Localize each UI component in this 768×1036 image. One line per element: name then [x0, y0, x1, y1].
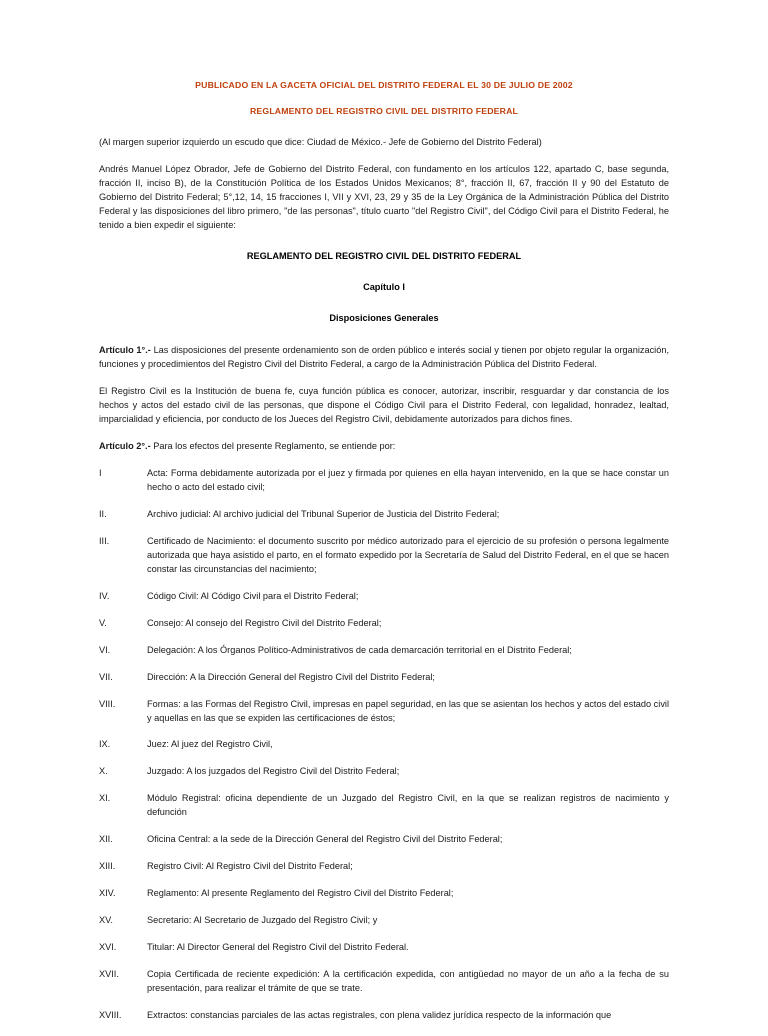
definition-text: Delegación: A los Órganos Político-Administrativos de cada demarcación territorial en el Distrito Federal; — [147, 644, 572, 655]
document-content — [99, 80, 669, 1036]
definition-item — [99, 617, 669, 631]
chapter-heading: Capítulo I — [363, 282, 405, 293]
definition-numeral: IX. — [99, 739, 111, 750]
definition-numeral: XV. — [99, 915, 113, 926]
definition-numeral: VII. — [99, 671, 113, 682]
definitions-list — [99, 467, 669, 1024]
preamble-paragraph: Andrés Manuel López Obrador, Jefe de Gobierno del Distrito Federal, con fundamento en los artículos 122, apartado C, base segunda, fracción II, inciso B), de la Constitución Política de los Estados Unidos Mexicanos; 8°, fracción II, 67, fracción II y 90 del Estatuto de Gobierno del Distrito Federal; 5°,12, 14, 15 fracciones I, VII y XVI, 23, 29 y 35 de la Ley Orgánica de la Administración Pública del Distrito Federal y las disposiciones del libro primero, "de las personas", título cuarto "del Registro Civil", del Código Civil para el Distrito Federal, he tenido a bien expedir el siguiente: — [99, 164, 669, 231]
definition-text: Extractos: constancias parciales de las actas registrales, con plena validez jurídica respecto de la información que — [147, 1010, 612, 1021]
definition-numeral: II. — [99, 508, 107, 519]
articulo-2-paragraph — [99, 440, 669, 454]
definition-text: Certificado de Nacimiento: el documento suscrito por médico autorizado para el ejercicio de su profesión o persona legalmente autorizada que haya asistido el parto, en el formato expedido por la Secretaría de Salud del Distrito Federal, en el que se hacen constar las circunstancias del nacimiento; — [147, 535, 669, 574]
definition-item — [99, 941, 669, 955]
definition-numeral: I — [99, 467, 102, 478]
definition-text: Formas: a las Formas del Registro Civil, impresas en papel seguridad, en las que se asientan los hechos y actos del estado civil y aquellas en las que se expiden las certificaciones de éstos; — [147, 698, 669, 723]
margin-note: (Al margen superior izquierdo un escudo que dice: Ciudad de México.- Jefe de Gobierno del Distrito Federal) — [99, 137, 542, 148]
definition-text: Oficina Central: a la sede de la Dirección General del Registro Civil del Distrito Federal; — [147, 834, 503, 845]
definition-text: Consejo: Al consejo del Registro Civil del Distrito Federal; — [147, 617, 382, 628]
definition-numeral: V. — [99, 617, 107, 628]
definition-numeral: XI. — [99, 793, 111, 804]
definition-item — [99, 508, 669, 522]
articulo-1-paragraph — [99, 344, 669, 372]
definition-item — [99, 914, 669, 928]
definition-item — [99, 738, 669, 752]
definition-text: Registro Civil: Al Registro Civil del Distrito Federal; — [147, 861, 353, 872]
definition-item — [99, 860, 669, 874]
definition-item — [99, 535, 669, 577]
definition-item — [99, 833, 669, 847]
definition-text: Copia Certificada de reciente expedición: A la certificación expedida, con antigüedad no mayor de un año a la fecha de su presentación, para realizar el trámite de que se trate. — [147, 969, 669, 994]
articulo-1-second-paragraph: El Registro Civil es la Institución de buena fe, cuya función pública es conocer, autorizar, inscribir, resguardar y dar constancia de los hechos y actos del estado civil de las personas, que dispone el Código Civil para el Distrito Federal, con legalidad, honradez, lealtad, imparcialidad y eficiencia, por conducto de los Jueces del Registro Civil, debidamente autorizados para dichos fines. — [99, 385, 669, 424]
section-heading: Disposiciones Generales — [329, 312, 439, 323]
definition-item — [99, 792, 669, 820]
definition-item — [99, 765, 669, 779]
regulation-header: REGLAMENTO DEL REGISTRO CIVIL DEL DISTRITO FEDERAL — [249, 105, 519, 116]
definition-numeral: XVII. — [99, 969, 119, 980]
definition-numeral: XVI. — [99, 942, 117, 953]
definition-item — [99, 590, 669, 604]
articulo-1-text: Las disposiciones del presente ordenamiento son de orden público e interés social y tienen por objeto regular la organización, funciones y procedimientos del Registro Civil del Distrito Federal, a cargo de la Administración Pública del Distrito Federal. — [99, 344, 669, 369]
definition-text: Reglamento: Al presente Reglamento del Registro Civil del Distrito Federal; — [147, 888, 454, 899]
definition-numeral: XIV. — [99, 888, 116, 899]
definition-text: Juzgado: A los juzgados del Registro Civil del Distrito Federal; — [147, 766, 400, 777]
definition-item — [99, 887, 669, 901]
definition-item — [99, 671, 669, 685]
articulo-1-label: Artículo 1°.- — [99, 344, 151, 355]
definition-text: Juez: Al juez del Registro Civil, — [147, 739, 273, 750]
definition-item — [99, 467, 669, 495]
definition-text: Dirección: A la Dirección General del Registro Civil del Distrito Federal; — [147, 671, 435, 682]
definition-text: Secretario: Al Secretario de Juzgado del Registro Civil; y — [147, 915, 378, 926]
definition-item — [99, 1009, 669, 1023]
articulo-2-text: Para los efectos del presente Reglamento, se entiende por: — [150, 440, 396, 451]
definition-numeral: VIII. — [99, 698, 116, 709]
definition-numeral: VI. — [99, 644, 111, 655]
definition-numeral: X. — [99, 766, 108, 777]
definition-numeral: XIII. — [99, 861, 116, 872]
definition-numeral: XVIII. — [99, 1010, 122, 1021]
definition-item — [99, 968, 669, 996]
definition-numeral: III. — [99, 535, 110, 546]
definition-numeral: XII. — [99, 834, 113, 845]
definition-text: Archivo judicial: Al archivo judicial del Tribunal Superior de Justicia del Distrito Federal; — [147, 508, 500, 519]
definition-numeral: IV. — [99, 590, 110, 601]
definition-text: Acta: Forma debidamente autorizada por el juez y firmada por quienes en ella hayan intervenido, en la que se hace constar un hecho o acto del estado civil; — [147, 467, 669, 492]
definition-item — [99, 698, 669, 726]
definition-text: Titular: Al Director General del Registro Civil del Distrito Federal. — [147, 942, 409, 953]
document-title: REGLAMENTO DEL REGISTRO CIVIL DEL DISTRITO FEDERAL — [246, 251, 522, 262]
publication-header: PUBLICADO EN LA GACETA OFICIAL DEL DISTRITO FEDERAL EL 30 DE JULIO DE 2002 — [195, 80, 573, 90]
definition-text: Módulo Registral: oficina dependiente de un Juzgado del Registro Civil, en la que se realizan registros de nacimiento y defunción — [147, 793, 669, 818]
articulo-2-label: Artículo 2°.- — [99, 440, 151, 451]
definition-text: Código Civil: Al Código Civil para el Distrito Federal; — [147, 590, 359, 601]
definition-item — [99, 644, 669, 658]
